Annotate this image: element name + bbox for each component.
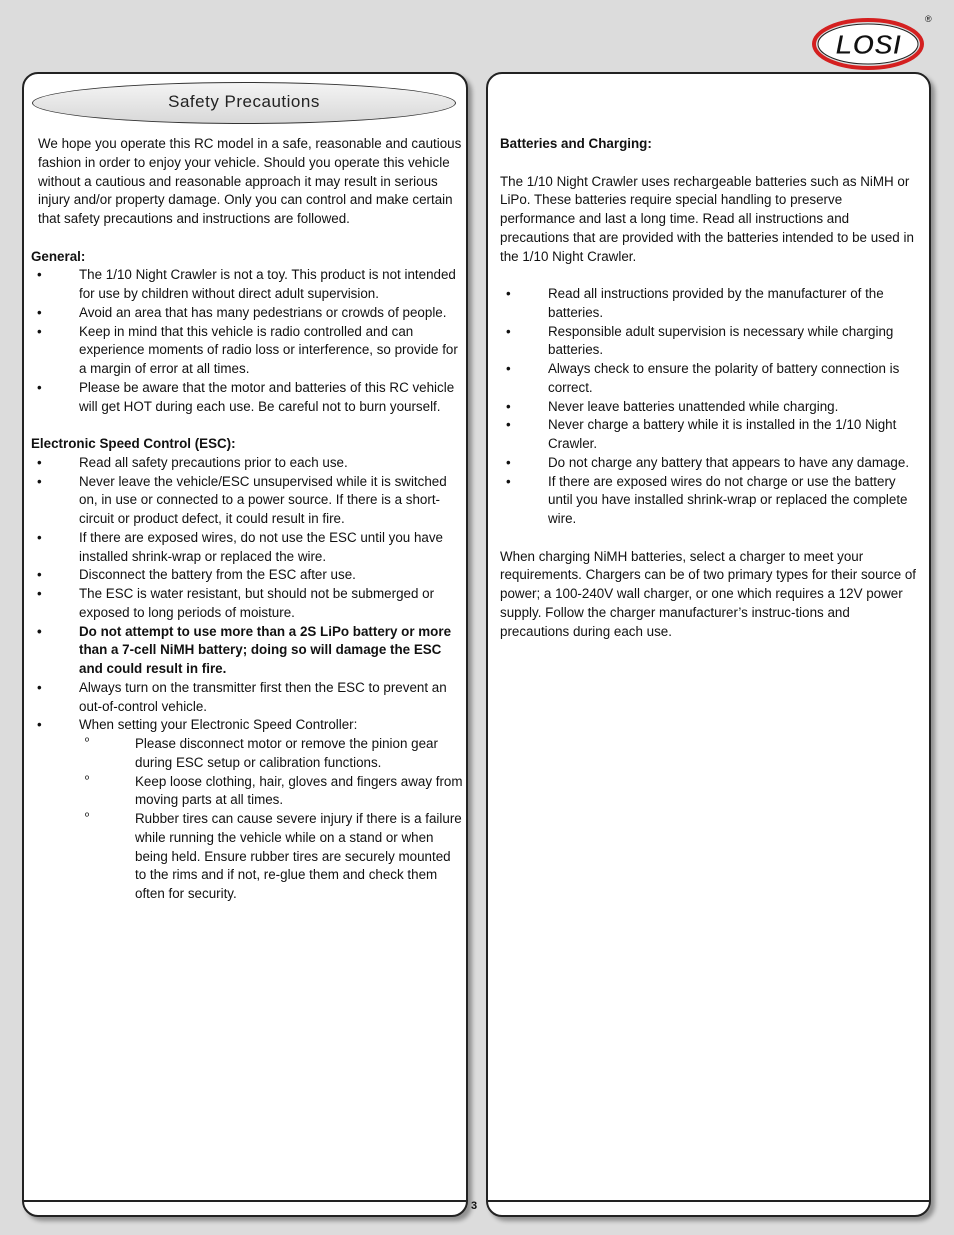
list-item: • The ESC is water resistant, but should not be submerged or exposed to long periods of moisture. bbox=[37, 586, 435, 620]
list-item: • Keep in mind that this vehicle is radio controlled and can experience moments of radio loss or interference, so provide for a margin of error at all times. bbox=[37, 323, 458, 376]
logo-text: LOSI bbox=[835, 29, 901, 60]
batteries-list bbox=[500, 285, 918, 529]
left-footer-rule bbox=[24, 1200, 466, 1216]
list-item: • Read all instructions provided by the manufacturer of the batteries. bbox=[506, 286, 884, 320]
list-item: • Avoid an area that has many pedestrians or crowds of people. bbox=[37, 304, 447, 320]
list-item: • Please be aware that the motor and batteries of this RC vehicle will get HOT during each use. Be careful not to burn yourself. bbox=[37, 379, 455, 414]
general-heading: General: bbox=[31, 248, 86, 264]
list-item: • Disconnect the battery from the ESC after use. bbox=[37, 567, 356, 583]
list-item: • If there are exposed wires do not charge or use the battery until you have installed shrink-wrap or replaced the complete wire. bbox=[506, 473, 908, 526]
list-item: • Do not charge any battery that appears to have any damage. bbox=[506, 454, 910, 470]
list-item: • Responsible adult supervision is necessary while charging batteries. bbox=[506, 323, 894, 358]
batteries-heading: Batteries and Charging: bbox=[500, 136, 652, 151]
esc-heading: Electronic Speed Control (ESC): bbox=[31, 436, 236, 451]
list-item: • Read all safety precautions prior to each use. bbox=[37, 454, 348, 470]
losi-logo bbox=[812, 16, 924, 70]
left-column bbox=[31, 135, 463, 904]
list-item: • When setting your Electronic Speed Controller: bbox=[37, 717, 358, 733]
list-item: • Always check to ensure the polarity of battery connection is correct. bbox=[506, 361, 900, 395]
page-number: 3 bbox=[471, 1200, 478, 1212]
list-item: • Never charge a battery while it is installed in the 1/10 Night Crawler. bbox=[506, 417, 897, 451]
registered-mark: ® bbox=[925, 14, 932, 24]
esc-list bbox=[31, 454, 463, 904]
sub-list-item: º Keep loose clothing, hair, gloves and fingers away from moving parts at all times. bbox=[85, 773, 463, 808]
sub-list-item: º Rubber tires can cause severe injury if there is a failure while running the vehicle while on a stand or when being held. Ensure rubber tires are securely mounted to the rims and if not, re-glue them and check them often for security. bbox=[85, 811, 462, 901]
right-column bbox=[500, 135, 918, 641]
sub-list-item: º Please disconnect motor or remove the pinion gear during ESC setup or calibration functions. bbox=[85, 736, 438, 770]
general-list bbox=[31, 266, 463, 416]
section-title: Safety Precautions bbox=[168, 92, 320, 111]
warning-list-item: • Do not attempt to use more than a 2S LiPo battery or more than a 7-cell NiMH battery; doing so will damage the ESC and could result in fire. bbox=[37, 623, 452, 676]
list-item: • The 1/10 Night Crawler is not a toy. This product is not intended for use by children without direct adult supervision. bbox=[37, 267, 456, 301]
list-item: • Never leave batteries unattended while charging. bbox=[506, 398, 839, 414]
list-item: • Never leave the vehicle/ESC unsupervised while it is switched on, in use or connected to a power source. If there is a short-circuit or product defect, it could result in fire. bbox=[37, 473, 447, 526]
batteries-intro: The 1/10 Night Crawler uses rechargeable batteries such as NiMH or LiPo. These batteries require special handling to preserve performance and last a long time. Read all instructions and precautions that are provided with the batteries intended to be used in the 1/10 Night Crawler. bbox=[500, 173, 914, 264]
charging-paragraph: When charging NiMH batteries, select a charger to meet your requirements. Chargers can be of two primary types for their source of power; a 100-240V wall charger, or one which requires a 12V power supply. Follow the charger manufacturer’s instruc-tions and precautions during each use. bbox=[500, 548, 917, 639]
list-item: • If there are exposed wires, do not use the ESC until you have installed shrink-wrap or replaced the wire. bbox=[37, 529, 443, 564]
right-footer-rule bbox=[488, 1200, 929, 1216]
list-item: • Always turn on the transmitter first then the ESC to prevent an out-of-control vehicle. bbox=[37, 679, 447, 714]
intro-paragraph: We hope you operate this RC model in a safe, reasonable and cautious fashion in order to enjoy your vehicle. Should you operate this vehicle without a cautious and reasonable approach it may result in serious injury and/or property damage. Only you can control and make certain that safety precautions and instructions are followed. bbox=[38, 136, 462, 226]
